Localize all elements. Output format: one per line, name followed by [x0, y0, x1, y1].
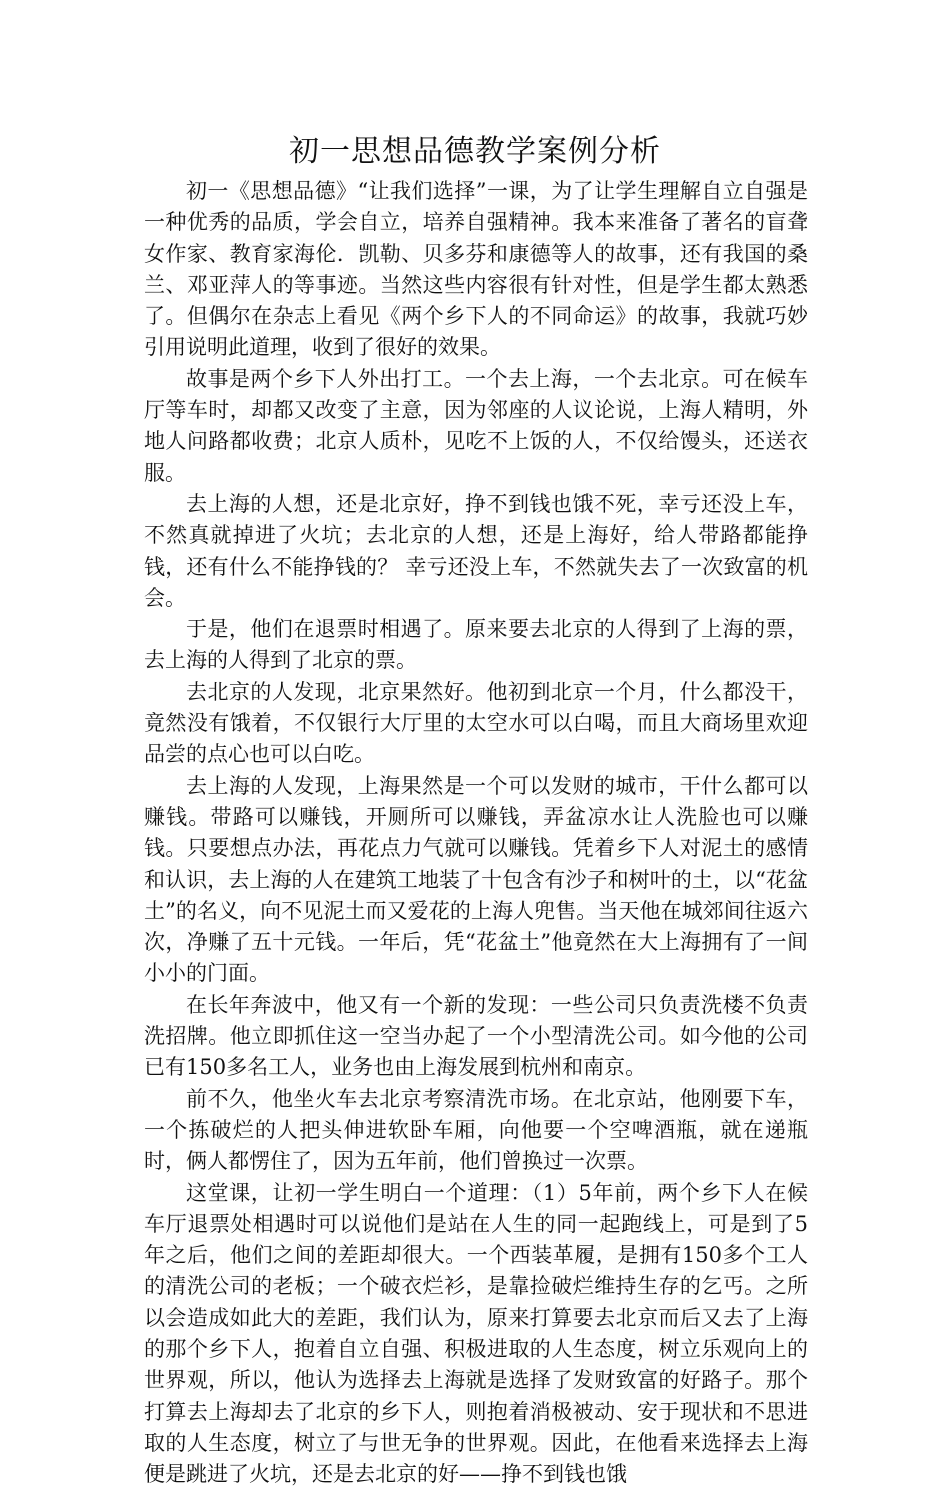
paragraph: 前不久，他坐火车去北京考察清洗市场。在北京站，他刚要下车，一个拣破烂的人把头伸进软卧车厢，向他要一个空啤酒瓶，就在递瓶时，俩人都愣住了，因为五年前，他们曾换过一次票。	[144, 1084, 808, 1178]
paragraph: 去上海的人发现，上海果然是一个可以发财的城市，干什么都可以赚钱。带路可以赚钱，开厕所可以赚钱，弄盆凉水让人洗脸也可以赚钱。只要想点办法，再花点力气就可以赚钱。凭着乡下人对泥土的感情和认识，去上海的人在建筑工地装了十包含有沙子和树叶的土，以“花盆土”的名义，向不见泥土而又爱花的上海人兜售。当天他在城郊间往返六次，净赚了五十元钱。一年后，凭“花盆土”他竟然在大上海拥有了一间小小的门面。	[144, 771, 808, 990]
document-body	[144, 176, 808, 1490]
document-title: 初一思想品德教学案例分析	[0, 130, 950, 174]
paragraph: 于是，他们在退票时相遇了。原来要去北京的人得到了上海的票，去上海的人得到了北京的票。	[144, 614, 808, 677]
paragraph: 故事是两个乡下人外出打工。一个去上海，一个去北京。可在候车厅等车时，却都又改变了主意，因为邻座的人议论说，上海人精明，外地人问路都收费；北京人质朴，见吃不上饭的人，不仅给馒头，还送衣服。	[144, 364, 808, 489]
paragraph: 初一《思想品德》“让我们选择”一课，为了让学生理解自立自强是一种优秀的品质，学会自立，培养自强精神。我本来准备了著名的盲聋女作家、教育家海伦．凯勒、贝多芬和康德等人的故事，还有我国的桑兰、邓亚萍人的等事迹。当然这些内容很有针对性，但是学生都太熟悉了。但偶尔在杂志上看见《两个乡下人的不同命运》的故事，我就巧妙引用说明此道理，收到了很好的效果。	[144, 176, 808, 364]
paragraph: 在长年奔波中，他又有一个新的发现：一些公司只负责洗楼不负责洗招牌。他立即抓住这一空当办起了一个小型清洗公司。如今他的公司已有150多名工人，业务也由上海发展到杭州和南京。	[144, 990, 808, 1084]
paragraph: 这堂课，让初一学生明白一个道理：（1）5年前，两个乡下人在候车厅退票处相遇时可以说他们是站在人生的同一起跑线上，可是到了5年之后，他们之间的差距却很大。一个西装革履，是拥有150多个工人的清洗公司的老板；一个破衣烂衫，是靠捡破烂维持生存的乞丐。之所以会造成如此大的差距，我们认为，原来打算要去北京而后又去了上海的那个乡下人，抱着自立自强、积极进取的人生态度，树立乐观向上的世界观，所以，他认为选择去上海就是选择了发财致富的好路子。那个打算去上海却去了北京的乡下人，则抱着消极被动、安于现状和不思进取的人生态度，树立了与世无争的世界观。因此，在他看来选择去上海便是跳进了火坑，还是去北京的好——挣不到钱也饿	[144, 1178, 808, 1490]
paragraph: 去北京的人发现，北京果然好。他初到北京一个月，什么都没干，竟然没有饿着，不仅银行大厅里的太空水可以白喝，而且大商场里欢迎品尝的点心也可以白吃。	[144, 677, 808, 771]
paragraph: 去上海的人想，还是北京好，挣不到钱也饿不死，幸亏还没上车，不然真就掉进了火坑；去北京的人想，还是上海好，给人带路都能挣钱，还有什么不能挣钱的？ 幸亏还没上车，不然就失去了一次致富的机会。	[144, 489, 808, 614]
